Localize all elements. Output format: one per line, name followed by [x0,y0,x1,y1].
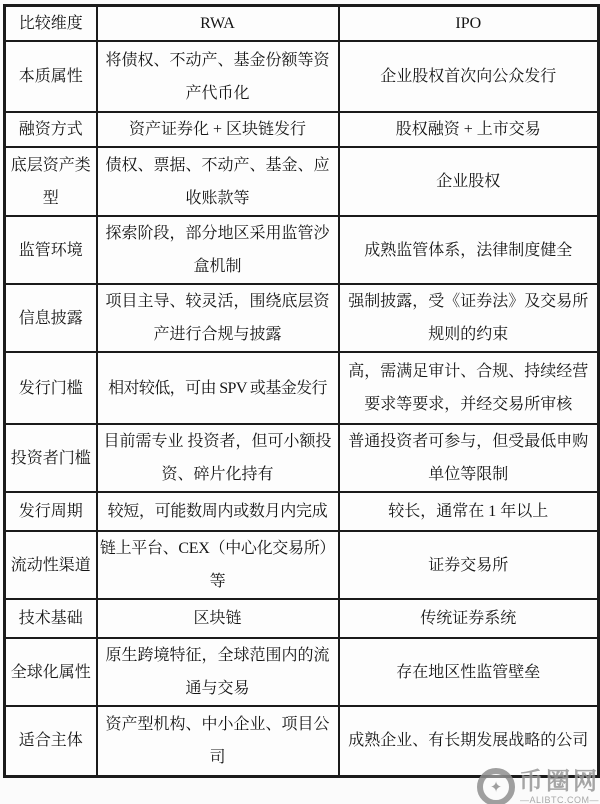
cell-ipo: 强制披露，受《证券法》及交易所规则的约束 [339,284,599,352]
cell-dimension: 发行周期 [5,492,97,531]
comparison-table [3,4,600,778]
cell-rwa: 链上平台、CEX（中心化交易所）等 [97,531,339,599]
cell-rwa: 将债权、不动产、基金份额等资产代币化 [97,41,339,112]
cell-ipo: 企业股权首次向公众发行 [339,41,599,112]
watermark-site-url: — ALIBTC.COM — [520,795,599,804]
cell-dimension: 流动性渠道 [5,531,97,599]
cell-rwa: 项目主导、较灵活，围绕底层资产进行合规与披露 [97,284,339,352]
table-row [5,424,599,492]
cell-dimension: 底层资产类型 [5,147,97,216]
cell-ipo: 存在地区性监管壁垒 [339,638,599,706]
cell-dimension: 技术基础 [5,599,97,638]
table-row [5,599,599,638]
cell-dimension: 发行门槛 [5,352,97,424]
cell-dimension: 融资方式 [5,112,97,147]
cell-rwa: 相对较低，可由 SPV 或基金发行 [97,352,339,424]
table-row [5,352,599,424]
cell-dimension: 监管环境 [5,216,97,284]
table-row [5,638,599,706]
cell-rwa: 区块链 [97,599,339,638]
table-row [5,41,599,112]
cell-ipo: 企业股权 [339,147,599,216]
table-row [5,112,599,147]
cell-rwa: 目前需专业 投资者，但可小额投资、碎片化持有 [97,424,339,492]
header-dimension: 比较维度 [5,6,97,42]
cell-rwa: 债权、票据、不动产、基金、应收账款等 [97,147,339,216]
header-ipo: IPO [339,6,599,42]
cell-ipo: 传统证券系统 [339,599,599,638]
cell-dimension: 适合主体 [5,706,97,776]
cell-ipo: 较长，通常在 1 年以上 [339,492,599,531]
cell-ipo: 高，需满足审计、合规、持续经营要求等要求，并经交易所审核 [339,352,599,424]
cell-ipo: 股权融资 + 上市交易 [339,112,599,147]
header-rwa: RWA [97,6,339,42]
cell-rwa: 资产证券化 + 区块链发行 [97,112,339,147]
cell-dimension: 投资者门槛 [5,424,97,492]
table-header-row [5,6,599,42]
cell-rwa: 较短，可能数周内或数月内完成 [97,492,339,531]
cell-dimension: 本质属性 [5,41,97,112]
table-row [5,147,599,216]
cell-ipo: 成熟企业、有长期发展战略的公司 [339,706,599,776]
cell-rwa: 原生跨境特征，全球范围内的流通与交易 [97,638,339,706]
cell-rwa: 资产型机构、中小企业、项目公司 [97,706,339,776]
cell-dimension: 全球化属性 [5,638,97,706]
table-row [5,531,599,599]
table-row [5,284,599,352]
table-row [5,216,599,284]
watermark-site-name: 币圈网 [519,768,600,795]
table-row [5,706,599,776]
cell-rwa: 探索阶段，部分地区采用监管沙盒机制 [97,216,339,284]
star-icon: ✦ [489,779,503,796]
cell-ipo: 成熟监管体系，法律制度健全 [339,216,599,284]
cell-ipo: 证券交易所 [339,531,599,599]
table-row [5,492,599,531]
cell-ipo: 普通投资者可参与，但受最低申购单位等限制 [339,424,599,492]
page [0,4,600,804]
cell-dimension: 信息披露 [5,284,97,352]
